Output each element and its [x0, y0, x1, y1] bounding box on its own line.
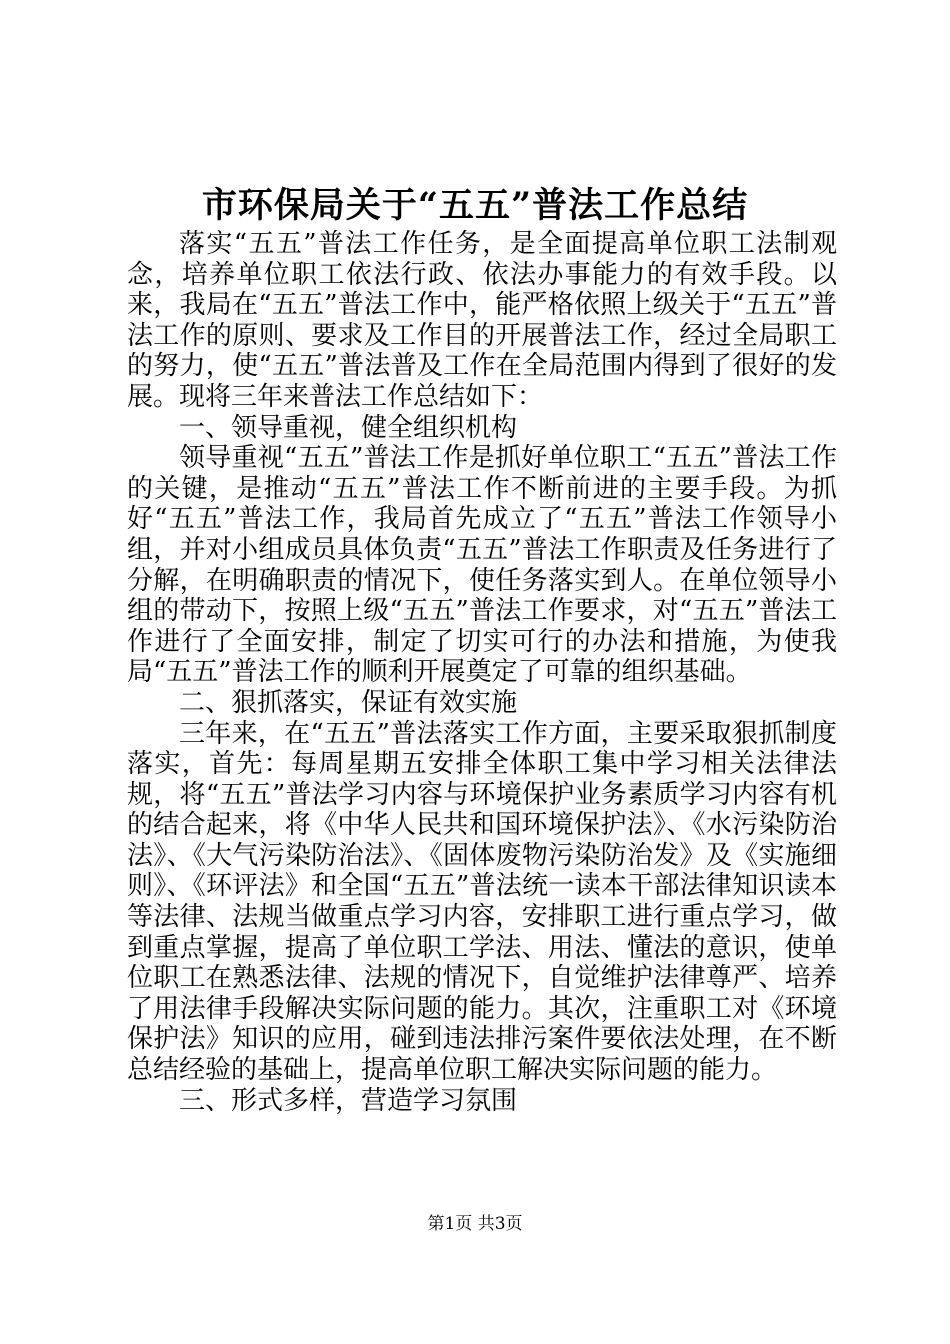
document-body — [127, 229, 837, 1116]
section-heading-1: 一、领导重视，健全组织机构 — [179, 412, 518, 443]
page-footer: 第1页 共3页 — [427, 1214, 523, 1234]
document-title: 市环保局关于“五五”普法工作总结 — [201, 185, 749, 226]
section-2-paragraph: 三年来，在“五五”普法落实工作方面，主要采取狠抓制度落实，首先：每周星期五安排全体职工集中学习相关法律法规，将“五五”普法学习内容与环境保护业务素质学习内容有机的结合起来，将《中华人民共和国环境保护法》、《水污染防治法》、《大气污染防治法》、《固体废物污染防治发》及《实施细则》、《环评法》和全国“五五”普法统一读本干部法律知识读本等法律、法规当做重点学习内容，安排职工进行重点学习，做到重点掌握，提高了单位职工学法、用法、懂法的意识，使单位职工在熟悉法律、法规的情况下，自觉维护法律尊严、培养了用法律手段解决实际问题的能力。其次，注重职工对《环境保护法》知识的应用，碰到违法排污案件要依法处理，在不断总结经验的基础上，提高单位职工解决实际问题的能力。 — [127, 718, 837, 1086]
section-heading-3: 三、形式多样，营造学习氛围 — [179, 1085, 518, 1116]
intro-paragraph: 落实“五五”普法工作任务，是全面提高单位职工法制观念，培养单位职工依法行政、依法办事能力的有效手段。以来，我局在“五五”普法工作中，能严格依照上级关于“五五”普法工作的原则、要求及工作目的开展普法工作，经过全局职工的努力，使“五五”普法普及工作在全局范围内得到了很好的发展。现将三年来普法工作总结如下： — [127, 229, 837, 412]
section-heading-2: 二、狠抓落实，保证有效实施 — [179, 687, 518, 718]
section-1-paragraph: 领导重视“五五”普法工作是抓好单位职工“五五”普法工作的关键，是推动“五五”普法工作不断前进的主要手段。为抓好“五五”普法工作，我局首先成立了“五五”普法工作领导小组，并对小组成员具体负责“五五”普法工作职责及任务进行了分解，在明确职责的情况下，使任务落实到人。在单位领导小组的带动下，按照上级“五五”普法工作要求，对“五五”普法工作进行了全面安排，制定了切实可行的办法和措施，为使我局“五五”普法工作的顺利开展奠定了可靠的组织基础。 — [127, 443, 837, 688]
